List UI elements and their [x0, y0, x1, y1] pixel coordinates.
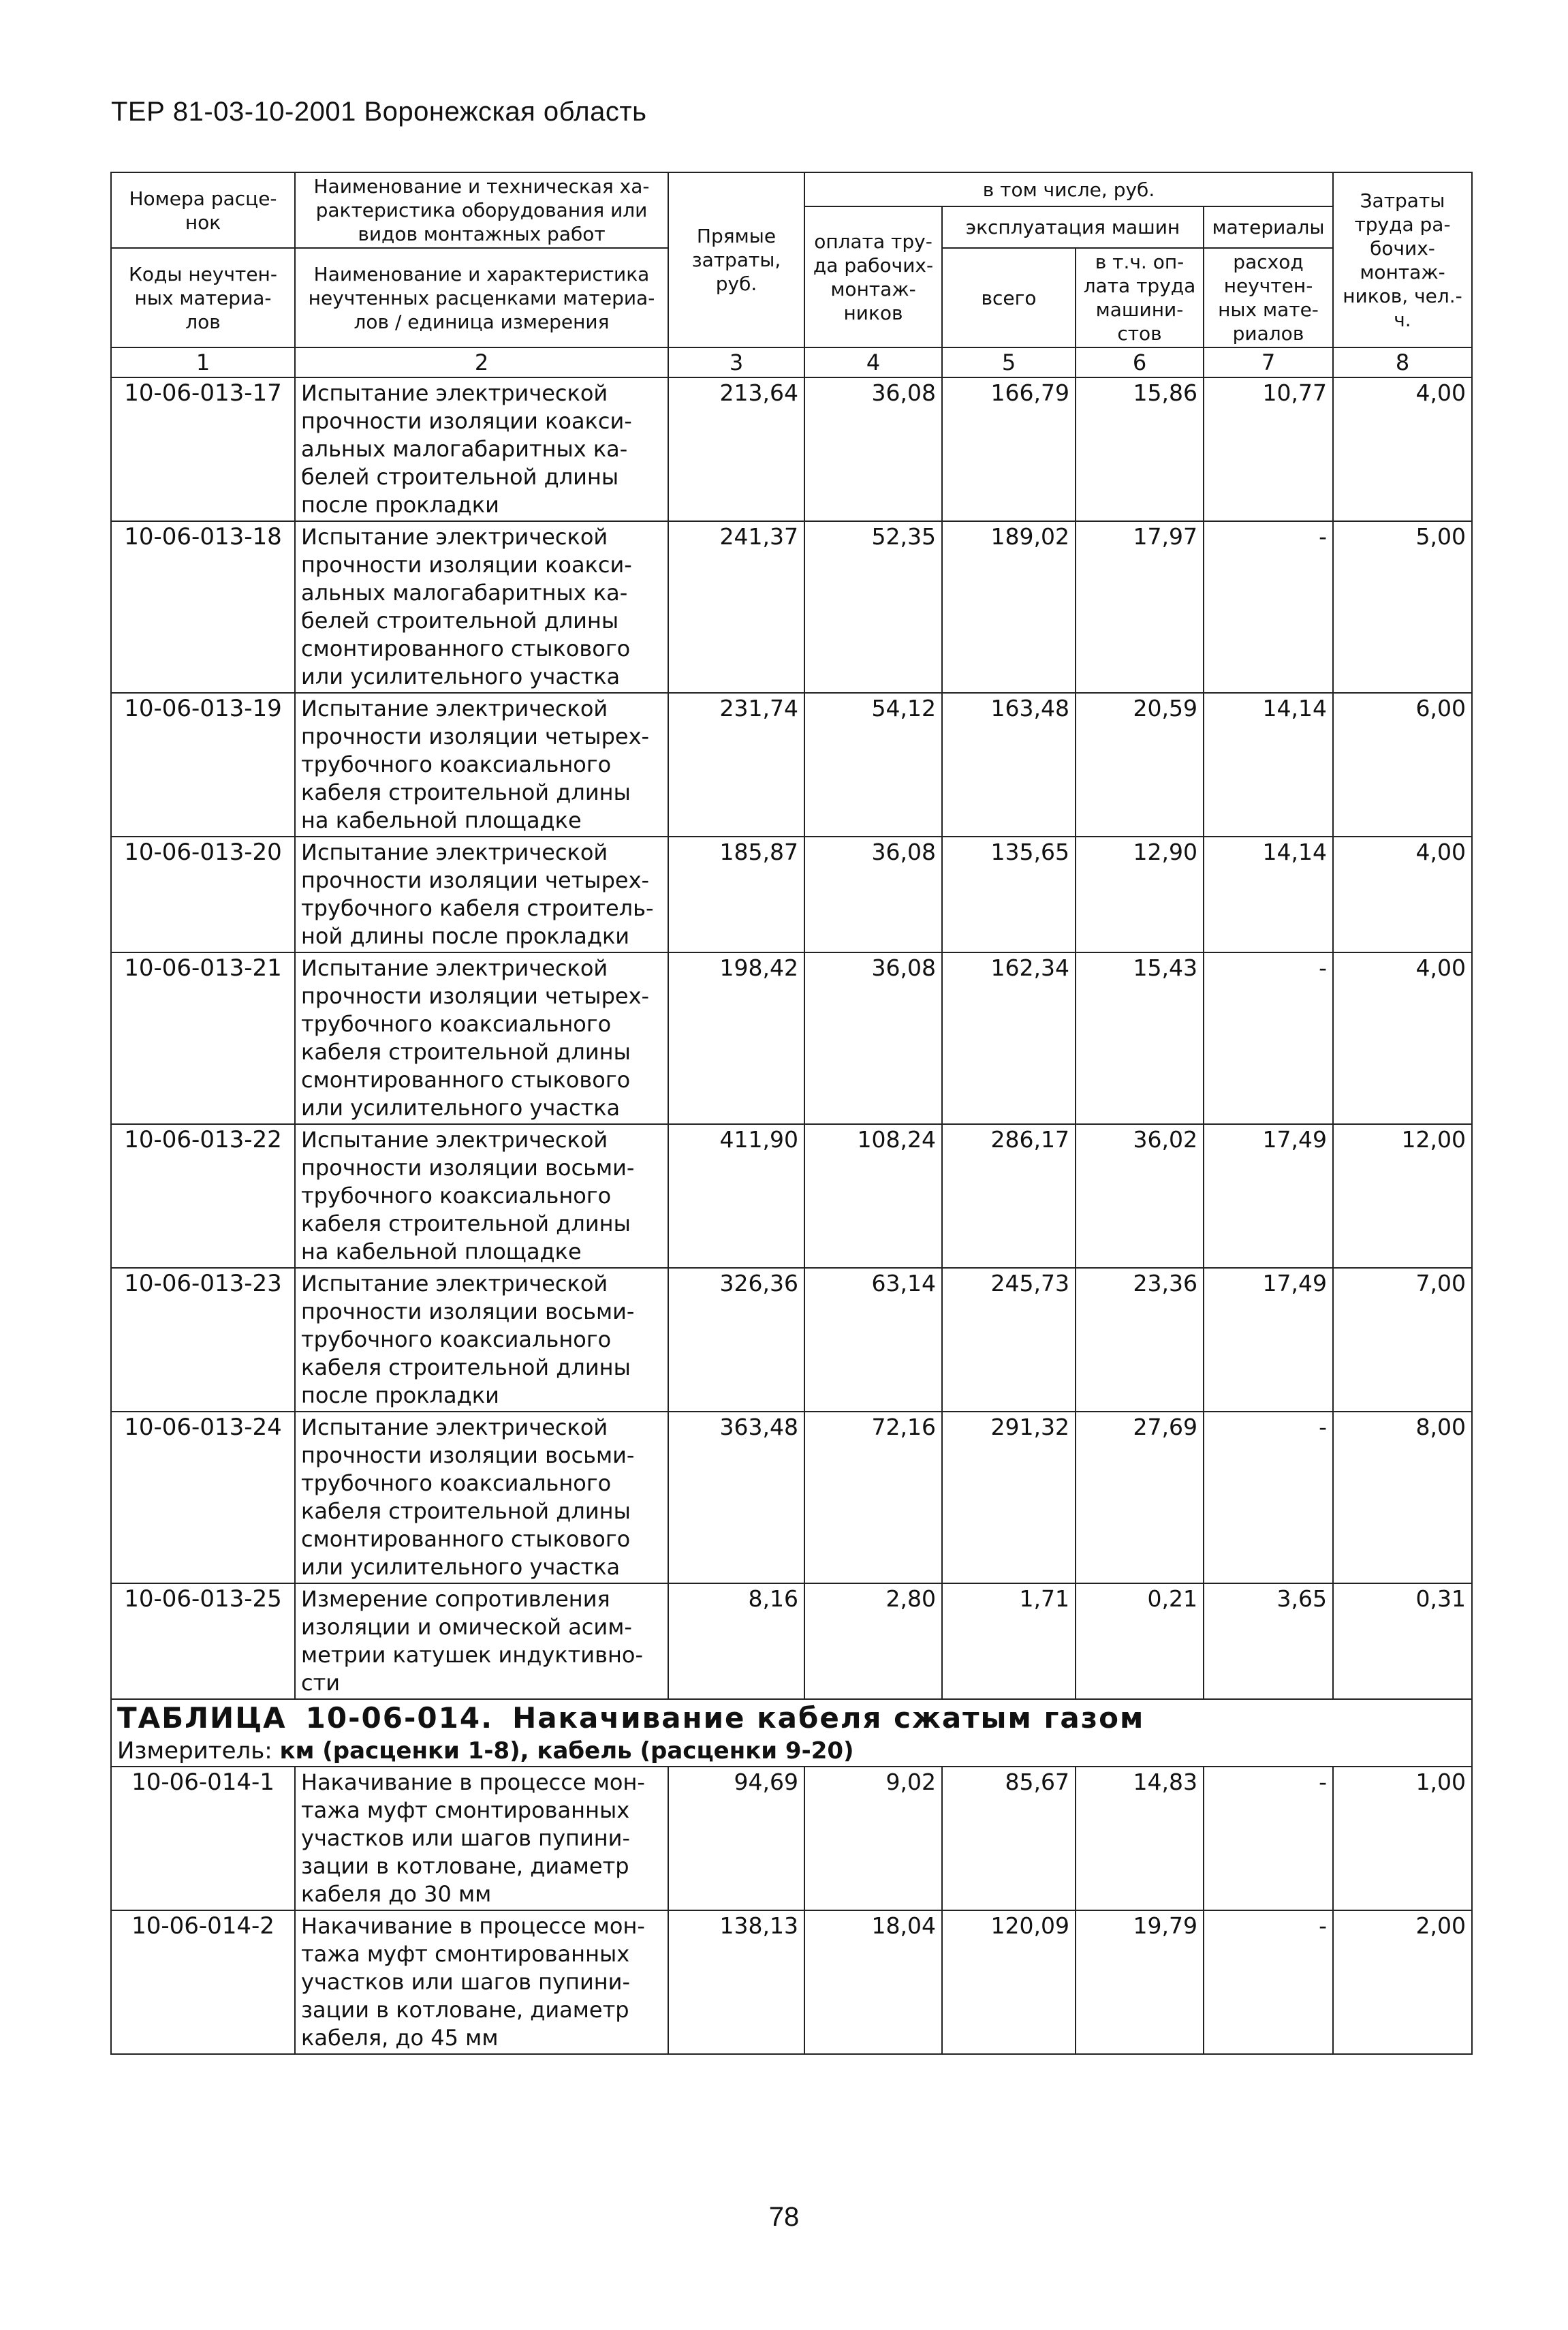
- rate-code: 10-06-013-24: [111, 1412, 295, 1583]
- labor-hours: 4,00: [1333, 837, 1472, 952]
- labor-hours: 4,00: [1333, 952, 1472, 1124]
- labor-hours: 4,00: [1333, 377, 1472, 521]
- table-row: [111, 1412, 1472, 1583]
- worker-pay: 63,14: [804, 1268, 942, 1412]
- rate-code: 10-06-013-21: [111, 952, 295, 1124]
- machine-operator-pay: 36,02: [1076, 1124, 1204, 1268]
- col6-header: в т.ч. оп-лата труда машини-стов: [1076, 248, 1204, 347]
- machine-operator-pay: 17,97: [1076, 521, 1204, 693]
- labor-hours: 5,00: [1333, 521, 1472, 693]
- machine-total: 166,79: [942, 377, 1076, 521]
- materials-cost: 14,14: [1204, 837, 1333, 952]
- table-row: [111, 837, 1472, 952]
- rate-code: 10-06-013-25: [111, 1583, 295, 1699]
- work-description: Испытание электрической прочности изоляции четырех-трубочного коаксиального кабеля строительной длины смонтированного стыкового или усилительного участка: [295, 952, 668, 1124]
- header-row-1: [111, 172, 1472, 206]
- machine-total: 85,67: [942, 1767, 1076, 1910]
- machine-total: 163,48: [942, 693, 1076, 837]
- column-number: 3: [668, 347, 804, 377]
- col3-header: Прямые затраты, руб.: [668, 172, 804, 347]
- machines-header: эксплуатация машин: [942, 206, 1204, 248]
- table-row: [111, 1583, 1472, 1699]
- rate-code: 10-06-013-22: [111, 1124, 295, 1268]
- materials-cost: -: [1204, 1412, 1333, 1583]
- direct-costs: 411,90: [668, 1124, 804, 1268]
- table-row: [111, 1767, 1472, 1910]
- rate-code: 10-06-013-20: [111, 837, 295, 952]
- unit-value: км (расценки 1-8), кабель (расценки 9-20): [279, 1737, 854, 1765]
- section-code: 10-06-014.: [305, 1701, 494, 1735]
- unit-prefix: Измеритель:: [117, 1737, 272, 1765]
- labor-hours: 8,00: [1333, 1412, 1472, 1583]
- col5-header: всего: [942, 248, 1076, 347]
- work-description: Испытание электрической прочности изоляции коакси-альных малогабаритных ка-белей строительной длины после прокладки: [295, 377, 668, 521]
- page-header: ТЕР 81-03-10-2001 Воронежская область: [111, 97, 647, 127]
- worker-pay: 9,02: [804, 1767, 942, 1910]
- section-label: ТАБЛИЦА: [117, 1701, 287, 1735]
- labor-hours: 2,00: [1333, 1910, 1472, 2054]
- materials-cost: 17,49: [1204, 1124, 1333, 1268]
- machine-total: 291,32: [942, 1412, 1076, 1583]
- col1-header-bottom: Коды неучтен-ных материа-лов: [111, 248, 295, 347]
- machine-operator-pay: 20,59: [1076, 693, 1204, 837]
- worker-pay: 36,08: [804, 952, 942, 1124]
- materials-cost: -: [1204, 1910, 1333, 2054]
- materials-cost: 3,65: [1204, 1583, 1333, 1699]
- column-number: 6: [1076, 347, 1204, 377]
- column-number: 1: [111, 347, 295, 377]
- col4-header: оплата тру-да рабочих-монтаж-ников: [804, 206, 942, 347]
- section-unit-row: [111, 1736, 1472, 1767]
- work-description: Испытание электрической прочности изоляции восьми-трубочного коаксиального кабеля строительной длины смонтированного стыкового или усилительного участка: [295, 1412, 668, 1583]
- work-description: Испытание электрической прочности изоляции восьми-трубочного коаксиального кабеля строительной длины на кабельной площадке: [295, 1124, 668, 1268]
- machine-total: 120,09: [942, 1910, 1076, 2054]
- direct-costs: 185,87: [668, 837, 804, 952]
- col8-header: Затраты труда ра-бочих-монтаж-ников, чел.-ч.: [1333, 172, 1472, 347]
- machine-total: 286,17: [942, 1124, 1076, 1268]
- column-number: 4: [804, 347, 942, 377]
- rates-table: [110, 172, 1473, 2055]
- machine-operator-pay: 0,21: [1076, 1583, 1204, 1699]
- machine-total: 135,65: [942, 837, 1076, 952]
- col2-header-bottom: Наименование и характеристика неучтенных расценками материа-лов / единица измерения: [295, 248, 668, 347]
- worker-pay: 18,04: [804, 1910, 942, 2054]
- direct-costs: 94,69: [668, 1767, 804, 1910]
- col2-header-top: Наименование и техническая ха-рактеристика оборудования или видов монтажных работ: [295, 172, 668, 248]
- machine-total: 1,71: [942, 1583, 1076, 1699]
- work-description: Накачивание в процессе мон-тажа муфт смонтированных участков или шагов пупини-зации в котловане, диаметр кабеля до 30 мм: [295, 1767, 668, 1910]
- direct-costs: 231,74: [668, 693, 804, 837]
- page-number: 78: [768, 2202, 800, 2232]
- rate-code: 10-06-013-17: [111, 377, 295, 521]
- materials-cost: 17,49: [1204, 1268, 1333, 1412]
- machine-operator-pay: 27,69: [1076, 1412, 1204, 1583]
- col7-header: расход неучтен-ных мате-риалов: [1204, 248, 1333, 347]
- rate-code: 10-06-013-23: [111, 1268, 295, 1412]
- worker-pay: 54,12: [804, 693, 942, 837]
- machine-operator-pay: 15,43: [1076, 952, 1204, 1124]
- machine-total: 162,34: [942, 952, 1076, 1124]
- work-description: Испытание электрической прочности изоляции коакси-альных малогабаритных ка-белей строительной длины смонтированного стыкового или усилительного участка: [295, 521, 668, 693]
- table-row: [111, 521, 1472, 693]
- worker-pay: 72,16: [804, 1412, 942, 1583]
- column-numbers-row: [111, 347, 1472, 377]
- labor-hours: 12,00: [1333, 1124, 1472, 1268]
- rate-code: 10-06-014-1: [111, 1767, 295, 1910]
- rate-code: 10-06-013-19: [111, 693, 295, 837]
- table-row: [111, 1910, 1472, 2054]
- work-description: Испытание электрической прочности изоляции четырех-трубочного коаксиального кабеля строительной длины на кабельной площадке: [295, 693, 668, 837]
- direct-costs: 8,16: [668, 1583, 804, 1699]
- machine-operator-pay: 15,86: [1076, 377, 1204, 521]
- labor-hours: 7,00: [1333, 1268, 1472, 1412]
- materials-cost: -: [1204, 521, 1333, 693]
- machine-total: 245,73: [942, 1268, 1076, 1412]
- machine-total: 189,02: [942, 521, 1076, 693]
- materials-cost: 10,77: [1204, 377, 1333, 521]
- column-number: 2: [295, 347, 668, 377]
- group-header: в том числе, руб.: [804, 172, 1333, 206]
- work-description: Измерение сопротивления изоляции и омической асим-метрии катушек индуктивно-сти: [295, 1583, 668, 1699]
- table-row: [111, 1268, 1472, 1412]
- direct-costs: 138,13: [668, 1910, 804, 2054]
- direct-costs: 363,48: [668, 1412, 804, 1583]
- labor-hours: 6,00: [1333, 693, 1472, 837]
- labor-hours: 0,31: [1333, 1583, 1472, 1699]
- section-title-row: [111, 1699, 1472, 1736]
- worker-pay: 36,08: [804, 377, 942, 521]
- materials-header: материалы: [1204, 206, 1333, 248]
- col1-header-top: Номера расце-нок: [111, 172, 295, 248]
- work-description: Накачивание в процессе мон-тажа муфт смонтированных участков или шагов пупини-зации в котловане, диаметр кабеля, до 45 мм: [295, 1910, 668, 2054]
- direct-costs: 326,36: [668, 1268, 804, 1412]
- work-description: Испытание электрической прочности изоляции восьми-трубочного коаксиального кабеля строительной длины после прокладки: [295, 1268, 668, 1412]
- labor-hours: 1,00: [1333, 1767, 1472, 1910]
- machine-operator-pay: 19,79: [1076, 1910, 1204, 2054]
- direct-costs: 198,42: [668, 952, 804, 1124]
- column-number: 8: [1333, 347, 1472, 377]
- machine-operator-pay: 12,90: [1076, 837, 1204, 952]
- direct-costs: 241,37: [668, 521, 804, 693]
- table-row: [111, 693, 1472, 837]
- rate-code: 10-06-013-18: [111, 521, 295, 693]
- column-number: 5: [942, 347, 1076, 377]
- worker-pay: 52,35: [804, 521, 942, 693]
- materials-cost: -: [1204, 1767, 1333, 1910]
- worker-pay: 36,08: [804, 837, 942, 952]
- worker-pay: 2,80: [804, 1583, 942, 1699]
- machine-operator-pay: 23,36: [1076, 1268, 1204, 1412]
- materials-cost: 14,14: [1204, 693, 1333, 837]
- section-name: Накачивание кабеля сжатым газом: [512, 1701, 1145, 1735]
- work-description: Испытание электрической прочности изоляции четырех-трубочного кабеля строитель-ной длины после прокладки: [295, 837, 668, 952]
- column-number: 7: [1204, 347, 1333, 377]
- rate-code: 10-06-014-2: [111, 1910, 295, 2054]
- table-row: [111, 952, 1472, 1124]
- machine-operator-pay: 14,83: [1076, 1767, 1204, 1910]
- table-row: [111, 1124, 1472, 1268]
- direct-costs: 213,64: [668, 377, 804, 521]
- materials-cost: -: [1204, 952, 1333, 1124]
- table-row: [111, 377, 1472, 521]
- worker-pay: 108,24: [804, 1124, 942, 1268]
